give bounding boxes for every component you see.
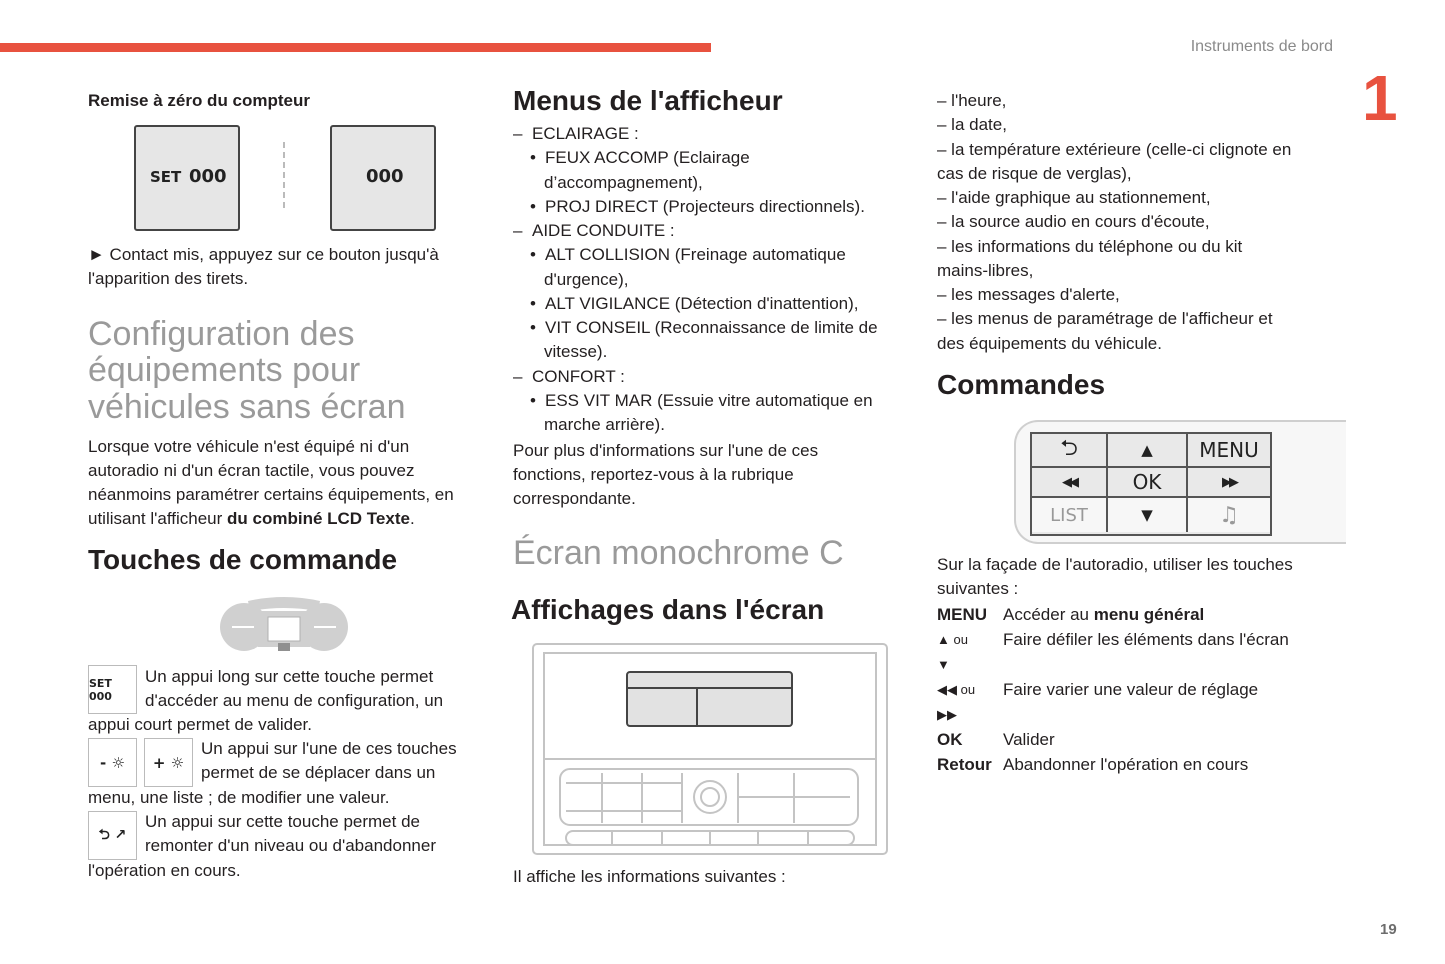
command-description-text: Faire varier une valeur de réglage — [1003, 680, 1259, 699]
config-text-4b: du combiné LCD Texte — [227, 509, 410, 528]
ok-button[interactable]: OK — [1108, 468, 1188, 498]
menu-item-text: d'urgence), — [544, 269, 629, 289]
rewind-button[interactable]: ◀◀ — [1032, 468, 1108, 498]
menu-item-text: PROJ DIRECT (Projecteurs directionnels). — [545, 196, 865, 216]
chapter-number: 1 — [1362, 62, 1398, 134]
plusminus-text-2: permet de se déplacer dans un — [201, 763, 436, 782]
command-description — [1003, 753, 1248, 777]
command-key: ▼ — [937, 657, 950, 672]
menu-item-text: ALT COLLISION (Freinage automatique — [545, 245, 846, 265]
displays-caption: Il affiche les informations suivantes : — [513, 867, 786, 886]
instrument-cluster-icon — [218, 597, 350, 653]
bullet-marker: • — [530, 318, 536, 337]
command-description-text: Faire défiler les éléments dans l'écran — [1003, 630, 1289, 649]
info-list-item: mains-libres, — [937, 260, 1034, 280]
config-title-line-2: équipements pour — [88, 351, 361, 389]
set-key-icon: SET 000 — [88, 665, 137, 714]
info-list-item: – l'aide graphique au stationnement, — [937, 188, 1211, 207]
up-button[interactable]: ▲ — [1108, 434, 1188, 468]
menu-item-text: ALT VIGILANCE (Détection d'inattention), — [545, 293, 859, 313]
config-text-4 — [88, 507, 415, 531]
menu-item-text: FEUX ACCOMP (Eclairage — [545, 148, 750, 168]
config-text-2: autoradio ni d'un écran tactile, vous pouvez — [88, 461, 415, 480]
dash-marker: – — [513, 124, 523, 143]
panel-button-grid — [1030, 432, 1272, 536]
command-description — [1003, 678, 1258, 702]
bullet-marker: • — [530, 390, 536, 410]
menu-item-text: marche arrière). — [544, 415, 665, 434]
dash-marker: – — [513, 221, 523, 240]
menu-item-text: vitesse). — [544, 342, 608, 362]
command-key: Retour — [937, 755, 992, 774]
config-text-4a: utilisant l'afficheur — [88, 509, 228, 528]
command-key: ▲ ou — [937, 632, 968, 647]
header-accent-bar — [0, 43, 711, 52]
reset-text-2: l'apparition des tirets. — [88, 269, 249, 288]
mono-title: Écran monochrome C — [513, 534, 844, 572]
plusminus-text-1: Un appui sur l'une de ces touches — [201, 739, 457, 758]
config-title-line-1: Configuration des — [88, 315, 355, 353]
radio-controls-panel — [1014, 420, 1330, 542]
back-key-icon: ⮌ ↗ — [88, 811, 137, 860]
info-list-item: cas de risque de verglas), — [937, 163, 1132, 183]
music-button[interactable]: ♫ — [1188, 498, 1270, 532]
config-text-1: Lorsque votre véhicule n'est équipé ni d'un — [88, 437, 410, 456]
menus-title: Menus de l'afficheur — [513, 85, 783, 116]
config-text-3: néanmoins paramétrer certains équipements, en — [88, 485, 454, 504]
config-title-line-3: véhicules sans écran — [88, 388, 406, 426]
forward-button[interactable]: ▶▶ — [1188, 468, 1270, 498]
plusminus-text-3: menu, une liste ; de modifier une valeur. — [88, 788, 390, 807]
set-text-3: appui court permet de valider. — [88, 715, 312, 734]
command-description — [1003, 628, 1289, 652]
down-button[interactable]: ▼ — [1108, 498, 1188, 532]
commandes-title: Commandes — [937, 369, 1106, 400]
command-description — [1003, 728, 1055, 752]
back-text-2: remonter d'un niveau ou d'abandonner — [145, 836, 436, 855]
menu-item-text: CONFORT : — [532, 366, 625, 386]
command-description-emphasis: menu général — [1093, 605, 1205, 624]
plus-key-icon: + ☼ — [144, 738, 193, 787]
lcd-reset-before — [134, 125, 240, 231]
command-description-text: Accéder au — [1003, 605, 1094, 624]
radio-front-panel-illustration — [532, 643, 888, 855]
command-key: OK — [937, 730, 963, 749]
command-description — [1003, 603, 1204, 627]
minus-key-icon: - ☼ — [88, 738, 137, 787]
info-list-item: – la date, — [937, 115, 1007, 135]
command-key: ▶▶ — [937, 707, 957, 722]
menu-button[interactable]: MENU — [1188, 434, 1270, 468]
info-list-item: – les messages d'alerte, — [937, 285, 1120, 304]
divider — [283, 142, 285, 208]
bullet-marker: • — [530, 245, 536, 265]
command-description-text: Valider — [1003, 730, 1055, 749]
touches-title: Touches de commande — [88, 544, 398, 575]
set-text-2: d'accéder au menu de configuration, un — [145, 691, 444, 710]
back-button[interactable]: ⮌ — [1032, 434, 1108, 468]
page-number: 19 — [1380, 921, 1397, 938]
command-key: MENU — [937, 605, 988, 624]
command-key: ◀◀ ou — [937, 682, 976, 697]
info-list-item: – la source audio en cours d'écoute, — [937, 212, 1210, 232]
menu-item-text: AIDE CONDUITE : — [532, 221, 675, 240]
section-title: Instruments de bord — [1190, 38, 1333, 55]
back-text-3: l'opération en cours. — [88, 861, 241, 880]
bullet-marker: • — [530, 293, 536, 313]
lcd-right-value: 000 — [366, 166, 404, 187]
more-info-3: correspondante. — [513, 489, 636, 508]
lcd-left-value: 000 — [189, 166, 227, 187]
menu-item-text: ESS VIT MAR (Essuie vitre automatique en — [545, 390, 873, 410]
command-description-text: Abandonner l'opération en cours — [1003, 755, 1249, 774]
lcd-set-label: SET — [150, 168, 182, 186]
list-button[interactable]: LIST — [1032, 498, 1108, 532]
back-text-1: Un appui sur cette touche permet de — [145, 812, 420, 831]
info-list-item: – l'heure, — [937, 91, 1007, 110]
menu-item-text: ECLAIRAGE : — [532, 124, 639, 143]
info-list-item: – la température extérieure (celle-ci clignote en — [937, 139, 1292, 159]
bullet-marker: • — [530, 196, 536, 216]
commands-intro-2: suivantes : — [937, 579, 1019, 598]
dash-marker: – — [513, 366, 523, 386]
bullet-marker: • — [530, 148, 536, 168]
menu-item-text: VIT CONSEIL (Reconnaissance de limite de — [545, 318, 878, 337]
reset-title: Remise à zéro du compteur — [88, 91, 311, 110]
affichages-title: Affichages dans l'écran — [511, 594, 825, 625]
more-info-1: Pour plus d'informations sur l'une de ces — [513, 441, 819, 460]
info-list-item: – les informations du téléphone ou du kit — [937, 236, 1243, 256]
commands-intro-1: Sur la façade de l'autoradio, utiliser les touches — [937, 555, 1293, 574]
reset-text-1: ► Contact mis, appuyez sur ce bouton jusqu'à — [88, 245, 439, 264]
set-text-1: Un appui long sur cette touche permet — [145, 667, 434, 686]
info-list-item: – les menus de paramétrage de l'afficheur et — [937, 309, 1273, 329]
menu-item-text: d’accompagnement), — [544, 172, 703, 192]
lcd-reset-after — [330, 125, 436, 231]
info-list-item: des équipements du véhicule. — [937, 333, 1162, 353]
config-text-4c: . — [409, 509, 415, 528]
more-info-2: fonctions, reportez-vous à la rubrique — [513, 465, 794, 484]
